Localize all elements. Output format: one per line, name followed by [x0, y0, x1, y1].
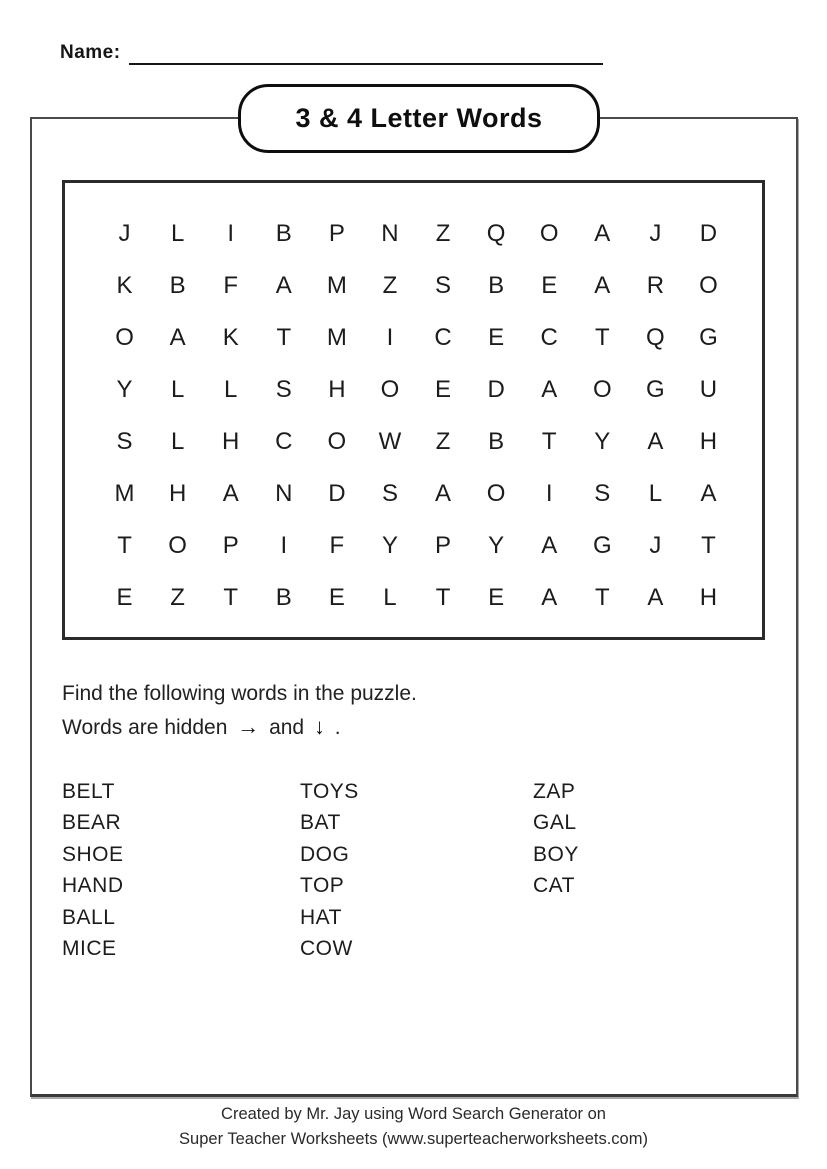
grid-letter: S — [275, 376, 292, 403]
word-item: BAT — [300, 811, 341, 835]
grid-letter: Y — [594, 428, 611, 455]
grid-letter: O — [592, 376, 612, 403]
word-list-column — [533, 776, 722, 964]
name-label: Name: — [60, 42, 121, 63]
grid-letter: I — [545, 480, 553, 507]
puzzle-title: 3 & 4 Letter Words — [295, 103, 543, 133]
grid-letter: P — [328, 220, 345, 247]
grid-letter: Y — [488, 532, 505, 559]
grid-letter: A — [541, 532, 558, 559]
grid-letter: R — [646, 272, 665, 299]
grid-letter: S — [594, 480, 611, 507]
word-item: MICE — [62, 937, 117, 961]
grid-letter: K — [222, 324, 239, 351]
grid-letter: A — [594, 220, 611, 247]
grid-letter: O — [168, 532, 187, 559]
down-arrow-icon: ↓ — [313, 714, 325, 739]
word-item: BEAR — [62, 811, 122, 835]
grid-letter: C — [434, 324, 452, 351]
grid-letter: B — [169, 272, 186, 299]
word-list — [62, 776, 722, 964]
grid-letter: H — [222, 428, 240, 455]
grid-letter: E — [488, 324, 505, 351]
grid-letter: J — [118, 220, 131, 247]
grid-letter: P — [222, 532, 239, 559]
grid-letter: I — [386, 324, 394, 351]
grid-letter: H — [699, 584, 718, 611]
grid-letter: M — [326, 272, 347, 299]
instruction-line-2 — [62, 714, 341, 740]
grid-letter: O — [115, 324, 134, 351]
grid-letter: P — [435, 532, 452, 559]
grid-letter: E — [116, 584, 133, 611]
grid-letter: A — [222, 480, 239, 507]
grid-letter: T — [701, 532, 716, 559]
footer-line-1: Created by Mr. Jay using Word Search Generator on — [221, 1105, 606, 1123]
word-item: BOY — [533, 842, 579, 866]
grid-letter: B — [488, 428, 505, 455]
grid-letter: G — [646, 376, 665, 403]
word-list-column — [62, 776, 300, 964]
word-item: HAT — [300, 905, 342, 929]
grid-letter: D — [487, 376, 505, 403]
word-item: COW — [300, 937, 353, 961]
word-item: ZAP — [533, 780, 576, 803]
grid-letter: O — [539, 220, 559, 247]
right-arrow-icon: → — [237, 714, 260, 739]
grid-letter: Z — [382, 272, 398, 299]
grid-letter: Z — [170, 584, 185, 611]
grid-letter: O — [380, 376, 400, 403]
grid-letter: D — [699, 220, 718, 247]
word-item: CAT — [533, 874, 575, 898]
grid-letter: E — [435, 376, 452, 403]
grid-letter: L — [170, 376, 185, 403]
grid-letter: Z — [435, 428, 451, 455]
grid-letter: Y — [381, 532, 398, 559]
grid-letter: T — [594, 584, 610, 611]
grid-letter: L — [170, 428, 185, 455]
grid-letter: T — [541, 428, 557, 455]
grid-letter: A — [647, 428, 664, 455]
word-item: GAL — [533, 811, 577, 835]
grid-letter: L — [383, 584, 397, 611]
grid-letter: I — [227, 220, 235, 247]
instruction-and-text: and — [269, 716, 305, 739]
grid-letter: F — [223, 272, 239, 299]
grid-letter: A — [169, 324, 186, 351]
name-fill-line[interactable] — [129, 40, 603, 65]
instruction-period: . — [334, 716, 341, 739]
grid-letter: T — [223, 584, 239, 611]
grid-letter: J — [649, 220, 662, 247]
letter-grid — [98, 208, 735, 624]
grid-letter: A — [275, 272, 292, 299]
grid-letter: Q — [486, 220, 506, 247]
grid-letter: L — [170, 220, 185, 247]
grid-letter: N — [275, 480, 293, 507]
grid-letter: T — [276, 324, 292, 351]
grid-letter: E — [328, 584, 345, 611]
grid-letter: H — [328, 376, 346, 403]
grid-letter: T — [117, 532, 132, 559]
grid-letter: S — [116, 428, 133, 455]
word-item: BALL — [62, 905, 116, 929]
grid-letter: C — [275, 428, 293, 455]
grid-letter: S — [435, 272, 452, 299]
word-item: HAND — [62, 874, 124, 898]
grid-letter: E — [488, 584, 505, 611]
grid-letter: O — [699, 272, 718, 299]
word-item: DOG — [300, 842, 350, 866]
grid-letter: T — [594, 324, 610, 351]
word-item: TOP — [300, 874, 345, 898]
grid-letter: U — [699, 376, 718, 403]
grid-letter: O — [486, 480, 506, 507]
grid-letter: A — [541, 376, 558, 403]
grid-letter: F — [329, 532, 345, 559]
grid-letter: M — [114, 480, 135, 507]
grid-letter: Y — [116, 376, 133, 403]
grid-letter: M — [326, 324, 347, 351]
instruction-line-1: Find the following words in the puzzle. — [62, 682, 417, 705]
grid-letter: A — [594, 272, 611, 299]
grid-letter: E — [541, 272, 558, 299]
grid-letter: A — [435, 480, 452, 507]
footer — [0, 1102, 827, 1152]
grid-letter: I — [280, 532, 288, 559]
grid-letter: O — [327, 428, 347, 455]
grid-letter: A — [647, 584, 664, 611]
title-pill — [238, 84, 600, 153]
grid-letter: S — [381, 480, 398, 507]
grid-letter: G — [699, 324, 718, 351]
grid-letter: H — [168, 480, 187, 507]
word-list-column — [300, 776, 533, 964]
grid-letter: Q — [646, 324, 665, 351]
grid-letter: A — [541, 584, 558, 611]
grid-letter: H — [699, 428, 718, 455]
grid-letter: N — [381, 220, 399, 247]
grid-letter: W — [378, 428, 402, 455]
instruction-line-2-text: Words are hidden — [62, 716, 228, 739]
grid-letter: T — [435, 584, 451, 611]
grid-letter: D — [328, 480, 346, 507]
grid-letter: B — [275, 220, 292, 247]
puzzle-grid-box — [62, 180, 765, 640]
grid-letter: C — [540, 324, 558, 351]
grid-letter: B — [275, 584, 292, 611]
footer-line-2: Super Teacher Worksheets (www.superteacherworksheets.com) — [179, 1130, 648, 1148]
grid-letter: K — [116, 272, 133, 299]
word-item: TOYS — [300, 780, 359, 803]
grid-letter: L — [224, 376, 238, 403]
grid-letter: Z — [435, 220, 451, 247]
word-item: SHOE — [62, 842, 124, 866]
grid-letter: G — [592, 532, 612, 559]
grid-letter: A — [700, 480, 717, 507]
grid-letter: B — [488, 272, 505, 299]
grid-letter: L — [648, 480, 663, 507]
word-item: BELT — [62, 780, 115, 803]
grid-letter: J — [649, 532, 662, 559]
